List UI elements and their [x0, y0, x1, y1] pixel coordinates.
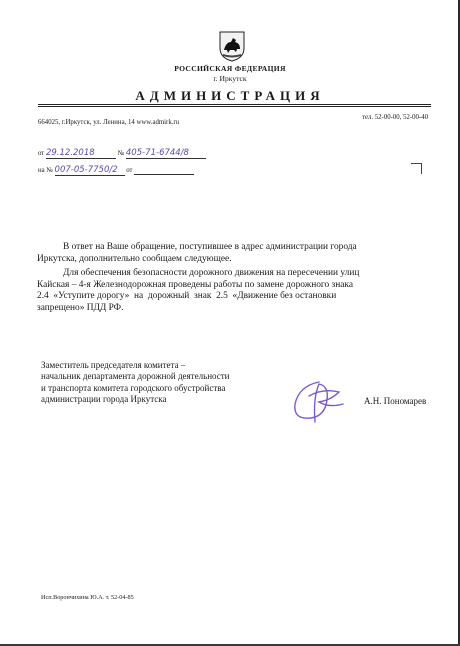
incoming-ref: [38, 165, 194, 176]
phone-line: тел. 52-00-00, 52-00-40: [361, 114, 428, 121]
header-divider-top: [38, 104, 431, 105]
position-line1: Заместитель председателя комитета –: [41, 360, 186, 370]
administration-title: АДМИНИСТРАЦИЯ: [135, 88, 325, 103]
federation-label: РОССИЙСКАЯ ФЕДЕРАЦИЯ: [174, 64, 286, 73]
from-label: от: [38, 150, 45, 157]
paragraph-2: [37, 268, 441, 314]
coat-of-arms-icon: [218, 30, 246, 62]
signatory-position: [41, 360, 229, 406]
p1-line2: Иркутска, дополнительно сообщаем следующее.: [37, 253, 232, 264]
number-label: №: [117, 150, 125, 157]
outgoing-ref: [38, 148, 206, 159]
position-line2: начальник департамента дорожной деятельности: [41, 371, 230, 382]
city-label: г. Иркутск: [213, 74, 247, 83]
from-date: 29.12.2018: [46, 148, 116, 159]
in-reply-from-label: от: [126, 167, 133, 174]
p2-line1: Для обеспечения безопасности дорожного движения на пересечении улиц: [63, 268, 360, 278]
in-reply-label: на №: [38, 167, 53, 174]
incoming-number: 007-05-7750/2: [55, 165, 125, 176]
position-line4: администрации города Иркутска: [41, 394, 167, 405]
paragraph-1: [37, 242, 441, 265]
outgoing-number: 405-71-6744/8: [126, 148, 206, 159]
address-line: 664025, г.Иркутск, ул. Ленина, 14 www.admirk.ru: [38, 119, 180, 126]
p2-line4: запрещено» ПДД РФ.: [37, 302, 124, 313]
p2-line2: Кайская – 4-я Железнодорожная проведены работы по замене дорожного знака: [37, 279, 354, 290]
p2-line3: 2.4 «Уступите дорогу» на дорожный знак 2.5 «Движение без остановки: [37, 291, 337, 302]
signatory-name: А.Н. Пономарев: [364, 396, 427, 406]
handwritten-signature: [289, 378, 347, 428]
position-line3: и транспорта комитета городского обустройства: [41, 382, 226, 393]
p1-line1: В ответ на Ваше обращение, поступившее в адрес администрации города: [63, 242, 357, 252]
header-divider-bottom: [38, 106, 431, 107]
address-bracket: [411, 163, 422, 174]
executor-info: Исп.Ворончихина Ю.А. т. 52-04-85: [41, 594, 134, 601]
incoming-date-blank: [134, 167, 194, 175]
